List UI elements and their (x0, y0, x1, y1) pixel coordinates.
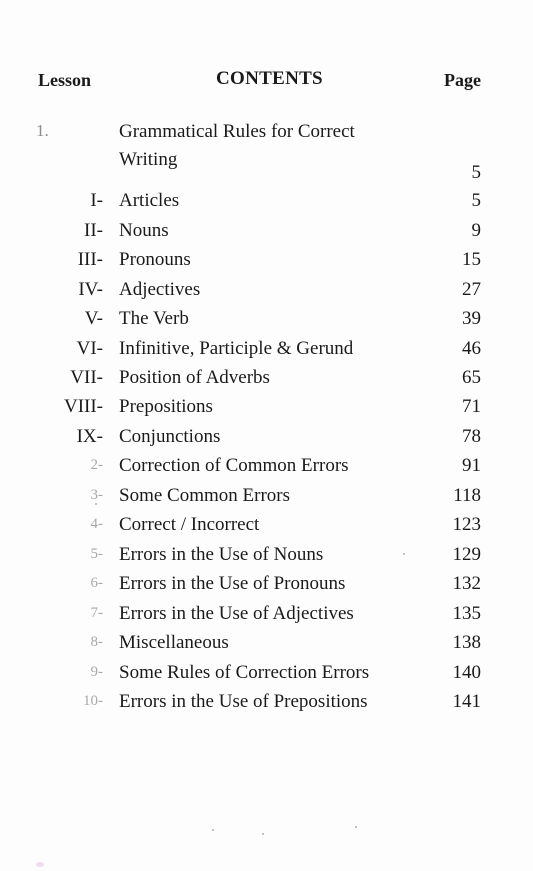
page-number: 46 (462, 338, 481, 359)
toc-entry-lesson-1 (0, 121, 533, 149)
page-number: 15 (462, 249, 481, 270)
toc-entry (0, 367, 533, 395)
entry-number: VI- (76, 338, 103, 359)
entry-number: 5- (90, 546, 103, 562)
entry-title: Correction of Common Errors (119, 455, 349, 476)
entry-title: Position of Adverbs (119, 367, 270, 388)
entry-number: IX- (76, 426, 103, 447)
toc-entry (0, 220, 533, 248)
toc-entry (0, 426, 533, 454)
toc-entry (0, 279, 533, 307)
toc-entry (0, 691, 533, 719)
page-number: 5 (471, 190, 481, 211)
entry-title: Errors in the Use of Pronouns (119, 573, 346, 594)
page-number: 5 (471, 162, 481, 183)
page-number: 78 (462, 426, 481, 447)
entry-number: III- (77, 249, 103, 270)
entry-title: Conjunctions (119, 426, 221, 447)
entry-title: Some Common Errors (119, 485, 290, 506)
toc-entry-lesson-1-page (0, 162, 533, 190)
entry-title: Articles (119, 190, 180, 211)
entry-title: Errors in the Use of Nouns (119, 544, 324, 565)
scan-speck (36, 862, 44, 867)
scan-speck (95, 503, 97, 505)
page-number: 27 (462, 279, 481, 300)
entry-number: 7- (90, 605, 103, 621)
entry-title: Errors in the Use of Adjectives (119, 603, 354, 624)
entry-title: Infinitive, Participle & Gerund (119, 338, 354, 359)
scan-speck (212, 829, 214, 831)
entry-number: IV- (78, 279, 103, 300)
page-column-heading: Page (444, 70, 481, 90)
entry-title: Nouns (119, 220, 169, 241)
toc-entry (0, 544, 533, 572)
page-number: 129 (452, 544, 481, 565)
toc-entry (0, 573, 533, 601)
page-number: 135 (452, 603, 481, 624)
entry-title: Miscellaneous (119, 632, 229, 653)
scan-speck (403, 553, 405, 555)
page-number: 91 (462, 455, 481, 476)
entry-title: Pronouns (119, 249, 191, 270)
toc-entry (0, 603, 533, 631)
contents-header (0, 70, 533, 96)
toc-entry (0, 249, 533, 277)
entry-title: The Verb (119, 308, 189, 329)
toc-entry (0, 485, 533, 513)
entry-title: Errors in the Use of Prepositions (119, 691, 368, 712)
entry-title: Some Rules of Correction Errors (119, 662, 370, 683)
scan-speck (355, 826, 357, 828)
toc-entry (0, 662, 533, 690)
toc-entry (0, 632, 533, 660)
scan-speck (262, 833, 264, 835)
entry-number: VIII- (63, 396, 103, 417)
toc-entry (0, 190, 533, 218)
page-number: 138 (452, 632, 481, 653)
entry-number: 4- (90, 516, 103, 532)
entry-title: Correct / Incorrect (119, 514, 260, 535)
entry-number: V- (84, 308, 103, 329)
entry-title: Adjectives (119, 279, 201, 300)
lesson-title-line-2: Writing (119, 149, 178, 170)
entry-number: 8- (90, 634, 103, 650)
entry-number: 10- (83, 693, 103, 709)
page-number: 65 (462, 367, 481, 388)
page-number: 141 (452, 691, 481, 712)
toc-entry (0, 338, 533, 366)
toc-entry (0, 308, 533, 336)
entry-number: 2- (90, 457, 103, 473)
entry-number: I- (90, 190, 103, 211)
page-number: 132 (452, 573, 481, 594)
entry-number: VII- (70, 367, 103, 388)
page-number: 140 (452, 662, 481, 683)
toc-entry (0, 455, 533, 483)
entry-number: II- (84, 220, 103, 241)
page-number: 123 (452, 514, 481, 535)
page-title: CONTENTS (216, 68, 323, 89)
page-number: 9 (471, 220, 481, 241)
page-number: 39 (462, 308, 481, 329)
entry-title: Prepositions (119, 396, 213, 417)
entry-number: 3- (90, 487, 103, 503)
lesson-title-line-1: Grammatical Rules for Correct (119, 121, 355, 142)
toc-entry (0, 396, 533, 424)
entry-number: 6- (90, 575, 103, 591)
toc-entry (0, 514, 533, 542)
entry-number: 9- (90, 664, 103, 680)
lesson-number: 1. (36, 121, 49, 140)
page-number: 118 (453, 485, 481, 506)
lesson-column-heading: Lesson (38, 70, 92, 90)
page-number: 71 (462, 396, 481, 417)
